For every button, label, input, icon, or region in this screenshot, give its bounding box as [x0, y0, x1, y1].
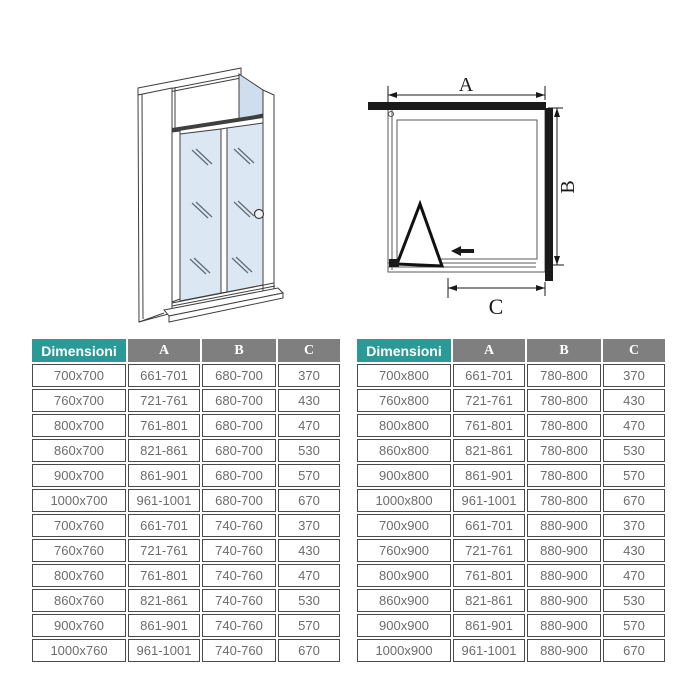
header-col-c: C	[603, 339, 665, 362]
table-cell: 800x700	[32, 414, 126, 437]
table-cell: 570	[278, 464, 340, 487]
table-cell: 860x700	[32, 439, 126, 462]
table-cell: 680-700	[202, 439, 276, 462]
table-cell: 760x900	[357, 539, 451, 562]
table-cell: 740-760	[202, 639, 276, 662]
table-row	[357, 564, 665, 587]
table-cell: 470	[603, 564, 665, 587]
schematic-container	[352, 50, 592, 330]
table-cell: 860x900	[357, 589, 451, 612]
header-dimensioni: Dimensioni	[357, 339, 451, 362]
table-row	[357, 514, 665, 537]
table-cell: 721-761	[453, 389, 525, 412]
table-cell: 670	[278, 639, 340, 662]
table-row	[32, 514, 340, 537]
table-row	[32, 489, 340, 512]
table-cell: 900x900	[357, 614, 451, 637]
header-dimensioni: Dimensioni	[32, 339, 126, 362]
table-row	[32, 589, 340, 612]
dimension-a-label: A	[458, 74, 474, 96]
table-cell: 1000x900	[357, 639, 451, 662]
table-cell: 430	[278, 539, 340, 562]
table-cell: 760x760	[32, 539, 126, 562]
table-cell: 861-901	[128, 614, 200, 637]
table-row	[357, 614, 665, 637]
table-cell: 740-760	[202, 539, 276, 562]
table-cell: 570	[278, 614, 340, 637]
table-cell: 880-900	[527, 564, 601, 587]
table-cell: 670	[278, 489, 340, 512]
table-cell: 430	[603, 389, 665, 412]
table-cell: 961-1001	[453, 639, 525, 662]
table-cell: 761-801	[128, 564, 200, 587]
table-row	[357, 364, 665, 387]
table-row	[357, 489, 665, 512]
table-cell: 661-701	[453, 514, 525, 537]
table-cell: 370	[603, 364, 665, 387]
table-cell: 861-901	[128, 464, 200, 487]
table-cell: 860x760	[32, 589, 126, 612]
table-cell: 761-801	[453, 564, 525, 587]
table-cell: 661-701	[453, 364, 525, 387]
left-door-glass	[180, 129, 221, 301]
isometric-drawing-container	[108, 42, 308, 332]
table-cell: 721-761	[128, 389, 200, 412]
table-row	[357, 439, 665, 462]
table-cell: 430	[278, 389, 340, 412]
pivot-block	[389, 259, 399, 267]
table-body	[32, 364, 340, 662]
table-cell: 370	[603, 514, 665, 537]
dimensions-table-right	[355, 337, 667, 664]
table-cell: 880-900	[527, 614, 601, 637]
table-cell: 761-801	[453, 414, 525, 437]
header-col-a: A	[128, 339, 200, 362]
dimension-c-label: C	[488, 294, 504, 319]
dimension-b-label: B	[557, 180, 579, 194]
folded-door-triangle	[397, 204, 442, 266]
table-cell: 661-701	[128, 364, 200, 387]
bifold-shower-door-isometric-drawing	[108, 42, 308, 332]
table-row	[32, 364, 340, 387]
table-row	[357, 589, 665, 612]
table-cell: 760x700	[32, 389, 126, 412]
table-row	[357, 639, 665, 662]
table-cell: 740-760	[202, 589, 276, 612]
table-row	[32, 464, 340, 487]
table-cell: 780-800	[527, 414, 601, 437]
top-wall-bar	[368, 102, 546, 110]
dimension-c	[448, 278, 545, 319]
table-cell: 370	[278, 514, 340, 537]
header-col-b: B	[527, 339, 601, 362]
table-cell: 680-700	[202, 414, 276, 437]
table-cell: 700x760	[32, 514, 126, 537]
table-cell: 821-861	[128, 439, 200, 462]
table-cell: 1000x800	[357, 489, 451, 512]
table-cell: 780-800	[527, 364, 601, 387]
top-view-dimension-schematic	[352, 50, 592, 330]
table-header-row	[357, 339, 665, 362]
table-cell: 680-700	[202, 489, 276, 512]
table-cell: 880-900	[527, 639, 601, 662]
table-row	[32, 389, 340, 412]
table-cell: 900x700	[32, 464, 126, 487]
door-handle-knob	[255, 210, 264, 219]
table-cell: 780-800	[527, 439, 601, 462]
header-col-b: B	[202, 339, 276, 362]
table-cell: 430	[603, 539, 665, 562]
table-header-row	[32, 339, 340, 362]
table-cell: 780-800	[527, 464, 601, 487]
table-cell: 721-761	[453, 539, 525, 562]
table-row	[357, 539, 665, 562]
table-cell: 760x800	[357, 389, 451, 412]
table-cell: 1000x700	[32, 489, 126, 512]
table-cell: 961-1001	[128, 489, 200, 512]
table-cell: 721-761	[128, 539, 200, 562]
direction-arrow	[451, 246, 474, 256]
table-cell: 470	[603, 414, 665, 437]
table-cell: 530	[603, 439, 665, 462]
table-cell: 680-700	[202, 389, 276, 412]
table-cell: 780-800	[527, 389, 601, 412]
table-cell: 530	[603, 589, 665, 612]
table-row	[32, 564, 340, 587]
table-cell: 470	[278, 564, 340, 587]
right-wall-bar	[545, 108, 553, 281]
table-cell: 880-900	[527, 589, 601, 612]
table-cell: 761-801	[128, 414, 200, 437]
table-cell: 470	[278, 414, 340, 437]
table-cell: 961-1001	[453, 489, 525, 512]
side-glass-panel	[239, 74, 263, 119]
table-cell: 880-900	[527, 539, 601, 562]
table-cell: 661-701	[128, 514, 200, 537]
header-col-c: C	[278, 339, 340, 362]
table-cell: 370	[278, 364, 340, 387]
table-cell: 861-901	[453, 614, 525, 637]
table-cell: 800x760	[32, 564, 126, 587]
table-cell: 880-900	[527, 514, 601, 537]
table-cell: 570	[603, 464, 665, 487]
table-cell: 821-861	[453, 589, 525, 612]
table-cell: 900x800	[357, 464, 451, 487]
table-cell: 861-901	[453, 464, 525, 487]
table-cell: 700x700	[32, 364, 126, 387]
table-cell: 740-760	[202, 564, 276, 587]
table-cell: 740-760	[202, 514, 276, 537]
table-cell: 530	[278, 439, 340, 462]
table-cell: 1000x760	[32, 639, 126, 662]
table-cell: 680-700	[202, 364, 276, 387]
dimension-a	[388, 74, 545, 106]
left-frame-post	[172, 131, 180, 302]
table-cell: 800x900	[357, 564, 451, 587]
hinge-detail	[389, 112, 394, 117]
table-cell: 670	[603, 639, 665, 662]
table-row	[32, 539, 340, 562]
header-col-a: A	[453, 339, 525, 362]
table-cell: 821-861	[128, 589, 200, 612]
table-row	[357, 414, 665, 437]
table-row	[357, 464, 665, 487]
table-row	[32, 414, 340, 437]
table-cell: 780-800	[527, 489, 601, 512]
table-cell: 700x900	[357, 514, 451, 537]
table-cell: 680-700	[202, 464, 276, 487]
dimensions-table-left	[30, 337, 342, 664]
table-cell: 900x760	[32, 614, 126, 637]
table-row	[32, 439, 340, 462]
table-cell: 700x800	[357, 364, 451, 387]
table-cell: 961-1001	[128, 639, 200, 662]
table-row	[32, 639, 340, 662]
table-cell: 821-861	[453, 439, 525, 462]
right-frame-post	[263, 90, 274, 297]
center-fold-mullion	[221, 128, 227, 293]
table-cell: 740-760	[202, 614, 276, 637]
table-cell: 530	[278, 589, 340, 612]
table-body	[357, 364, 665, 662]
table-cell: 670	[603, 489, 665, 512]
table-cell: 570	[603, 614, 665, 637]
table-cell: 860x800	[357, 439, 451, 462]
table-cell: 800x800	[357, 414, 451, 437]
table-row	[357, 389, 665, 412]
table-row	[32, 614, 340, 637]
